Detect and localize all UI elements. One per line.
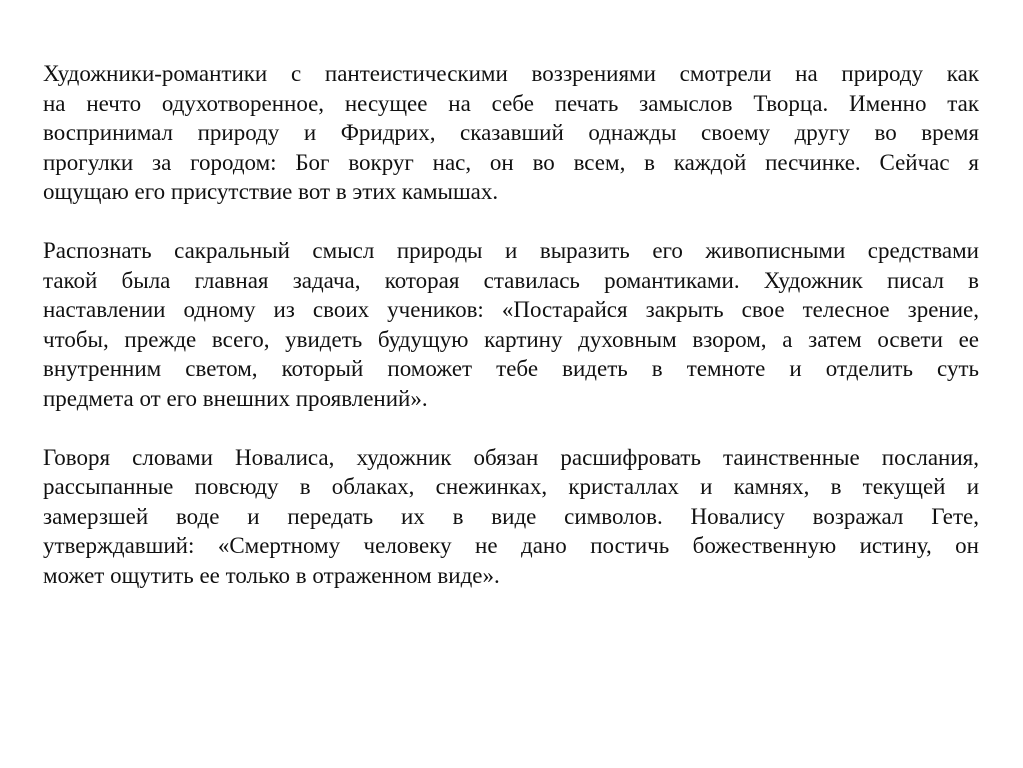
paragraph-line: утверждавший: «Смертному человеку не дано постичь божественную истину, он xyxy=(43,533,979,558)
paragraph-1 xyxy=(43,59,979,207)
paragraph-line: наставлении одному из своих учеников: «Постарайся закрыть свое телесное зрение, xyxy=(43,297,979,322)
paragraph-2 xyxy=(43,236,979,413)
paragraph-line: на нечто одухотворенное, несущее на себе печать замыслов Творца. Именно так xyxy=(43,90,979,116)
paragraph-line: замерзшей воде и передать их в виде символов. Новалису возражал Гете, xyxy=(43,503,979,529)
paragraph-line: воспринимал природу и Фридрих, сказавший однажды своему другу во время xyxy=(43,120,979,145)
paragraph-spacer xyxy=(43,413,979,443)
paragraph-line: предмета от его внешних проявлений». xyxy=(43,385,428,411)
paragraph-3 xyxy=(43,443,979,591)
paragraph-line: внутренним светом, который поможет тебе видеть в темноте и отделить суть xyxy=(43,356,979,381)
paragraph-spacer xyxy=(43,207,979,237)
paragraph-line: Распознать сакральный смысл природы и выразить его живописными средствами xyxy=(43,238,979,263)
paragraph-line: рассыпанные повсюду в облаках, снежинках, кристаллах и камнях, в текущей и xyxy=(43,474,979,499)
paragraph-line: может ощутить ее только в отраженном виде». xyxy=(43,562,500,588)
paragraph-line: такой была главная задача, которая ставилась романтиками. Художник писал в xyxy=(43,267,979,293)
paragraph-line: ощущаю его присутствие вот в этих камышах. xyxy=(43,179,499,204)
paragraph-line: Говоря словами Новалиса, художник обязан расшифровать таинственные послания, xyxy=(43,444,979,470)
paragraph-line: чтобы, прежде всего, увидеть будущую картину духовным взором, а затем освети ее xyxy=(43,326,979,352)
paragraph-line: Художники-романтики с пантеистическими воззрениями смотрели на природу как xyxy=(43,61,979,86)
paragraph-line: прогулки за городом: Бог вокруг нас, он во всем, в каждой песчинке. Сейчас я xyxy=(43,149,979,175)
text-block xyxy=(43,59,979,590)
